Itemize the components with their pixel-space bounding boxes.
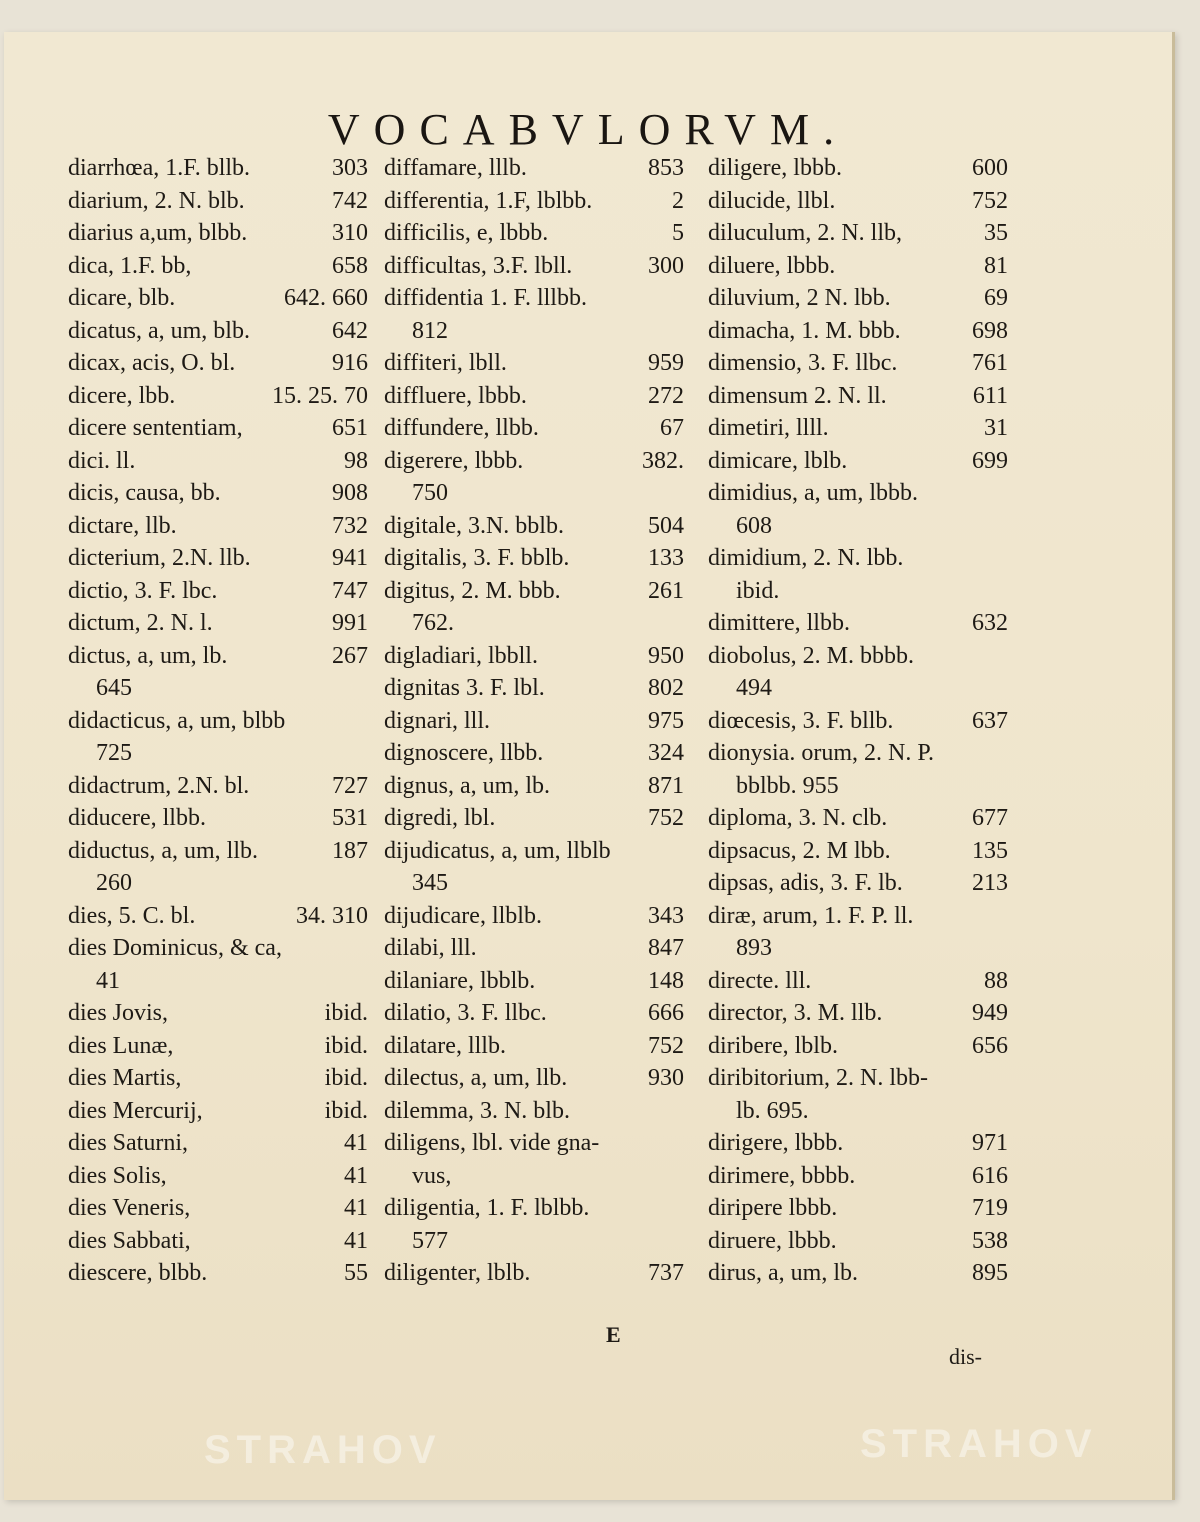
index-entry xyxy=(384,737,684,770)
index-entry xyxy=(708,867,1008,900)
index-entry xyxy=(68,575,368,608)
index-entry xyxy=(708,1257,1008,1290)
entry-page-ref: 15. 25. 70 xyxy=(272,382,368,409)
entry-term: dimidius, a, um, lbbb. xyxy=(708,480,918,506)
entry-page-ref: 632 xyxy=(972,610,1008,636)
entry-term: digitale, 3.N. bblb. xyxy=(384,512,564,539)
index-entry xyxy=(708,997,1008,1030)
index-entry xyxy=(708,672,1008,705)
entry-term: diligentia, 1. F. lblbb. xyxy=(384,1195,590,1221)
entry-term: digladiari, lbbll. xyxy=(384,642,538,669)
entry-page-ref: 747 xyxy=(332,577,368,604)
index-entry xyxy=(708,705,1008,738)
index-entry xyxy=(384,900,684,933)
entry-term: diræ, arum, 1. F. P. ll. xyxy=(708,902,914,929)
entry-page-ref: 698 xyxy=(972,317,1008,344)
entry-term: dici. ll. xyxy=(68,447,136,474)
entry-page-ref: ibid. xyxy=(324,1097,368,1124)
entry-page-ref: 98 xyxy=(344,447,368,474)
entry-term: dimittere, llbb. xyxy=(708,610,850,636)
index-entry xyxy=(708,347,1008,380)
entry-term: lb. 695. xyxy=(736,1097,809,1124)
entry-page-ref: 666 xyxy=(648,1000,684,1026)
index-entry xyxy=(384,412,684,445)
index-entry xyxy=(384,282,684,315)
entry-term: dies Jovis, xyxy=(68,1000,169,1026)
catchword: dis- xyxy=(949,1344,982,1369)
entry-term: diffiteri, lbll. xyxy=(384,350,507,376)
index-entry xyxy=(384,672,684,705)
index-entry xyxy=(68,1257,368,1290)
entry-term: diruere, lbbb. xyxy=(708,1227,837,1254)
entry-term: dicterium, 2.N. llb. xyxy=(68,545,251,571)
entry-page-ref: 41 xyxy=(344,1130,368,1156)
entry-term: dies Solis, xyxy=(68,1162,167,1189)
entry-term: dirigere, lbbb. xyxy=(708,1130,844,1156)
entry-page-ref: 732 xyxy=(332,512,368,539)
index-entry xyxy=(68,965,368,998)
index-entry xyxy=(708,1030,1008,1063)
entry-term: 345 xyxy=(412,870,448,896)
entry-term: dicere, lbb. xyxy=(68,382,176,409)
index-entry xyxy=(384,217,684,250)
index-entry xyxy=(708,965,1008,998)
book-page xyxy=(4,32,1175,1500)
entry-term: dignus, a, um, lb. xyxy=(384,772,550,799)
index-entry xyxy=(384,867,684,900)
entry-term: digitalis, 3. F. bblb. xyxy=(384,545,570,571)
entry-page-ref: 908 xyxy=(332,480,368,506)
entry-page-ref: 737 xyxy=(648,1260,684,1286)
entry-term: diffundere, llbb. xyxy=(384,415,539,441)
entry-page-ref: 261 xyxy=(648,577,684,604)
index-entry xyxy=(708,900,1008,933)
entry-term: dionysia. orum, 2. N. P. xyxy=(708,740,935,766)
entry-term: diescere, blbb. xyxy=(68,1260,208,1286)
entry-term: dies Lunæ, xyxy=(68,1032,174,1059)
index-entry xyxy=(68,1192,368,1225)
entry-term: dipsas, adis, 3. F. lb. xyxy=(708,870,903,896)
entry-term: dies Dominicus, & ca, xyxy=(68,935,282,961)
index-entry xyxy=(708,315,1008,348)
entry-term: dictio, 3. F. lbc. xyxy=(68,577,218,604)
entry-term: dicis, causa, bb. xyxy=(68,480,221,506)
index-entry xyxy=(68,640,368,673)
index-entry xyxy=(708,152,1008,185)
index-entry xyxy=(384,347,684,380)
watermark: STRAHOV xyxy=(860,1422,1098,1466)
entry-term: dictum, 2. N. l. xyxy=(68,610,213,636)
index-entry xyxy=(384,607,684,640)
entry-term: diploma, 3. N. clb. xyxy=(708,805,888,831)
entry-term: diarius a,um, blbb. xyxy=(68,220,248,246)
entry-term: dimensum 2. N. ll. xyxy=(708,382,887,409)
entry-term: diffidentia 1. F. lllbb. xyxy=(384,285,587,311)
entry-page-ref: 382. xyxy=(642,447,684,474)
entry-page-ref: 742 xyxy=(332,187,368,214)
entry-term: dies Saturni, xyxy=(68,1130,188,1156)
index-entry xyxy=(708,770,1008,803)
entry-page-ref: 959 xyxy=(648,350,684,376)
entry-term: dilectus, a, um, llb. xyxy=(384,1065,568,1091)
index-entry xyxy=(384,152,684,185)
entry-term: 41 xyxy=(96,967,120,994)
entry-page-ref: 600 xyxy=(972,155,1008,181)
entry-page-ref: 538 xyxy=(972,1227,1008,1254)
entry-term: didactrum, 2.N. bl. xyxy=(68,772,250,799)
entry-page-ref: 187 xyxy=(332,837,368,864)
entry-page-ref: 727 xyxy=(332,772,368,799)
entry-page-ref: 719 xyxy=(972,1195,1008,1221)
index-entry xyxy=(384,185,684,218)
entry-term: dirimere, bbbb. xyxy=(708,1162,856,1189)
index-entry xyxy=(708,1160,1008,1193)
index-entry xyxy=(68,250,368,283)
index-entry xyxy=(384,770,684,803)
entry-page-ref: 853 xyxy=(648,155,684,181)
index-entry xyxy=(68,737,368,770)
entry-page-ref: 41 xyxy=(344,1227,368,1254)
entry-term: dies, 5. C. bl. xyxy=(68,902,196,929)
entry-page-ref: 343 xyxy=(648,902,684,929)
entry-page-ref: 148 xyxy=(648,967,684,994)
index-entry xyxy=(384,250,684,283)
entry-term: difficultas, 3.F. lbll. xyxy=(384,252,573,279)
entry-term: dijudicatus, a, um, llblb xyxy=(384,837,611,864)
index-entry xyxy=(708,835,1008,868)
entry-term: didacticus, a, um, blbb xyxy=(68,707,286,734)
entry-term: 494 xyxy=(736,675,772,701)
entry-page-ref: 871 xyxy=(648,772,684,799)
entry-term: dimacha, 1. M. bbb. xyxy=(708,317,901,344)
entry-term: 893 xyxy=(736,935,772,961)
index-entry xyxy=(708,737,1008,770)
column-1 xyxy=(68,152,368,1290)
index-entry xyxy=(384,445,684,478)
index-entry xyxy=(384,1030,684,1063)
entry-term: dimensio, 3. F. llbc. xyxy=(708,350,898,376)
entry-term: diluculum, 2. N. llb, xyxy=(708,220,902,246)
entry-term: dijudicare, llblb. xyxy=(384,902,542,929)
index-entry xyxy=(68,932,368,965)
index-entry xyxy=(68,835,368,868)
entry-term: dignitas 3. F. lbl. xyxy=(384,675,545,701)
entry-page-ref: 651 xyxy=(332,415,368,441)
index-entry xyxy=(384,1257,684,1290)
index-entry xyxy=(384,575,684,608)
index-entry xyxy=(708,575,1008,608)
entry-term: diribitorium, 2. N. lbb- xyxy=(708,1065,928,1091)
entry-term: dies Sabbati, xyxy=(68,1227,191,1254)
entry-page-ref: 5 xyxy=(672,220,684,246)
entry-term: dilabi, lll. xyxy=(384,935,477,961)
entry-term: diobolus, 2. M. bbbb. xyxy=(708,642,915,669)
entry-term: dipsacus, 2. M lbb. xyxy=(708,837,891,864)
index-entry xyxy=(68,802,368,835)
entry-page-ref: 761 xyxy=(972,350,1008,376)
index-entry xyxy=(68,1160,368,1193)
index-entry xyxy=(68,705,368,738)
index-entry xyxy=(68,510,368,543)
index-entry xyxy=(708,250,1008,283)
index-entry xyxy=(68,607,368,640)
entry-term: diductus, a, um, llb. xyxy=(68,837,258,864)
entry-page-ref: 300 xyxy=(648,252,684,279)
entry-page-ref: 324 xyxy=(648,740,684,766)
index-entry xyxy=(384,835,684,868)
entry-term: dimicare, lblb. xyxy=(708,447,848,474)
index-entry xyxy=(384,1225,684,1258)
entry-term: 725 xyxy=(96,740,132,766)
entry-page-ref: 656 xyxy=(972,1032,1008,1059)
entry-term: bblbb. 955 xyxy=(736,772,839,799)
entry-term: dilatare, lllb. xyxy=(384,1032,506,1059)
entry-term: dies Veneris, xyxy=(68,1195,191,1221)
index-entry xyxy=(708,380,1008,413)
entry-term: 608 xyxy=(736,512,772,539)
index-entry xyxy=(68,445,368,478)
entry-page-ref: 88 xyxy=(984,967,1008,994)
entry-page-ref: 930 xyxy=(648,1065,684,1091)
index-entry xyxy=(68,412,368,445)
entry-term: diarrhœa, 1.F. bllb. xyxy=(68,155,251,181)
index-entry xyxy=(384,705,684,738)
entry-term: dimetiri, llll. xyxy=(708,415,829,441)
entry-term: diducere, llbb. xyxy=(68,805,206,831)
entry-page-ref: 303 xyxy=(332,155,368,181)
page-header: VOCABVLORVM. xyxy=(327,105,849,154)
index-entry xyxy=(708,1192,1008,1225)
entry-term: diffamare, lllb. xyxy=(384,155,527,181)
entry-term: 750 xyxy=(412,480,448,506)
entry-term: dignoscere, llbb. xyxy=(384,740,544,766)
entry-page-ref: 531 xyxy=(332,805,368,831)
index-entry xyxy=(384,1160,684,1193)
entry-page-ref: 941 xyxy=(332,545,368,571)
index-entry xyxy=(384,1062,684,1095)
entry-page-ref: 950 xyxy=(648,642,684,669)
index-entry xyxy=(68,900,368,933)
index-entry xyxy=(68,1062,368,1095)
entry-term: diligere, lbbb. xyxy=(708,155,842,181)
entry-term: 645 xyxy=(96,675,132,701)
index-entry xyxy=(68,1030,368,1063)
entry-term: digerere, lbbb. xyxy=(384,447,524,474)
index-entry xyxy=(708,510,1008,543)
entry-page-ref: 55 xyxy=(344,1260,368,1286)
entry-term: dicatus, a, um, blb. xyxy=(68,317,250,344)
entry-term: diligens, lbl. vide gna- xyxy=(384,1130,600,1156)
entry-term: diluere, lbbb. xyxy=(708,252,836,279)
entry-term: 577 xyxy=(412,1227,448,1254)
index-entry xyxy=(68,152,368,185)
entry-term: dilaniare, lbblb. xyxy=(384,967,536,994)
entry-term: dicare, blb. xyxy=(68,285,176,311)
entry-term: vus, xyxy=(412,1162,452,1189)
index-entry xyxy=(68,770,368,803)
entry-term: 762. xyxy=(412,610,454,636)
entry-page-ref: 504 xyxy=(648,512,684,539)
entry-term: dilatio, 3. F. llbc. xyxy=(384,1000,547,1026)
index-entry xyxy=(68,867,368,900)
entry-term: diribere, lblb. xyxy=(708,1032,838,1059)
entry-page-ref: 916 xyxy=(332,350,368,376)
entry-page-ref: 135 xyxy=(972,837,1008,864)
entry-page-ref: 752 xyxy=(972,187,1008,214)
index-entry xyxy=(68,542,368,575)
entry-page-ref: 658 xyxy=(332,252,368,279)
index-entry xyxy=(708,542,1008,575)
entry-page-ref: 802 xyxy=(648,675,684,701)
entry-page-ref: 310 xyxy=(332,220,368,246)
index-entry xyxy=(384,315,684,348)
index-entry xyxy=(384,965,684,998)
entry-term: dictus, a, um, lb. xyxy=(68,642,228,669)
index-entry xyxy=(68,282,368,315)
index-entry xyxy=(708,802,1008,835)
index-entry xyxy=(708,640,1008,673)
entry-term: diœcesis, 3. F. bllb. xyxy=(708,707,894,734)
entry-page-ref: 34. 310 xyxy=(296,902,368,929)
entry-page-ref: 31 xyxy=(984,415,1008,441)
entry-page-ref: 611 xyxy=(972,382,1008,409)
entry-page-ref: 35 xyxy=(984,220,1008,246)
index-entry xyxy=(708,477,1008,510)
entry-term: directe. lll. xyxy=(708,967,812,994)
entry-term: dignari, lll. xyxy=(384,707,490,734)
entry-page-ref: 213 xyxy=(972,870,1008,896)
entry-term: dies Mercurij, xyxy=(68,1097,203,1124)
entry-page-ref: 616 xyxy=(972,1162,1008,1189)
entry-page-ref: 637 xyxy=(972,707,1008,734)
index-entry xyxy=(708,282,1008,315)
entry-page-ref: ibid. xyxy=(324,1000,368,1026)
index-entry xyxy=(708,445,1008,478)
entry-term: dictare, llb. xyxy=(68,512,177,539)
index-entry xyxy=(708,412,1008,445)
entry-page-ref: 752 xyxy=(648,1032,684,1059)
entry-term: differentia, 1.F, lblbb. xyxy=(384,187,593,214)
entry-term: diffluere, lbbb. xyxy=(384,382,527,409)
index-entry xyxy=(384,1127,684,1160)
entry-term: dimidium, 2. N. lbb. xyxy=(708,545,904,571)
entry-term: diarium, 2. N. blb. xyxy=(68,187,245,214)
entry-term: dilucide, llbl. xyxy=(708,187,836,214)
index-entry xyxy=(384,997,684,1030)
index-entry xyxy=(68,217,368,250)
entry-page-ref: 41 xyxy=(344,1195,368,1221)
entry-page-ref: 752 xyxy=(648,805,684,831)
index-entry xyxy=(68,1127,368,1160)
entry-page-ref: 642 xyxy=(332,317,368,344)
entry-page-ref: 677 xyxy=(972,805,1008,831)
entry-page-ref: 895 xyxy=(972,1260,1008,1286)
index-entry xyxy=(68,477,368,510)
index-entry xyxy=(708,1095,1008,1128)
index-entry xyxy=(68,672,368,705)
index-entry xyxy=(384,477,684,510)
entry-page-ref: 975 xyxy=(648,707,684,734)
index-entry xyxy=(68,185,368,218)
index-entry xyxy=(68,1225,368,1258)
entry-term: diluvium, 2 N. lbb. xyxy=(708,285,891,311)
index-entry xyxy=(708,217,1008,250)
entry-term: 812 xyxy=(412,317,448,344)
entry-page-ref: 699 xyxy=(972,447,1008,474)
entry-term: dirus, a, um, lb. xyxy=(708,1260,858,1286)
entry-page-ref: ibid. xyxy=(324,1065,368,1091)
entry-term: dica, 1.F. bb, xyxy=(68,252,192,279)
index-entry xyxy=(708,607,1008,640)
entry-term: dilemma, 3. N. blb. xyxy=(384,1097,570,1124)
entry-term: diripere lbbb. xyxy=(708,1195,838,1221)
index-entry xyxy=(68,997,368,1030)
index-entry xyxy=(384,1095,684,1128)
index-entry xyxy=(68,347,368,380)
entry-term: digredi, lbl. xyxy=(384,805,496,831)
entry-page-ref: 41 xyxy=(344,1162,368,1189)
entry-term: dicere sententiam, xyxy=(68,415,243,441)
entry-page-ref: 272 xyxy=(648,382,684,409)
entry-term: diligenter, lblb. xyxy=(384,1260,531,1286)
column-2 xyxy=(384,152,684,1290)
index-entry xyxy=(708,1225,1008,1258)
index-entry xyxy=(68,1095,368,1128)
entry-term: dicax, acis, O. bl. xyxy=(68,350,236,376)
entry-page-ref: ibid. xyxy=(324,1032,368,1059)
entry-term: dies Martis, xyxy=(68,1065,182,1091)
entry-page-ref: 69 xyxy=(984,285,1008,311)
entry-term: ibid. xyxy=(736,577,780,604)
index-entry xyxy=(384,1192,684,1225)
index-entry xyxy=(708,1127,1008,1160)
index-entry xyxy=(384,380,684,413)
entry-term: 260 xyxy=(96,870,132,896)
index-entry xyxy=(708,932,1008,965)
watermark: STRAHOV xyxy=(204,1428,442,1472)
index-entry xyxy=(68,380,368,413)
entry-page-ref: 81 xyxy=(984,252,1008,279)
entry-page-ref: 267 xyxy=(332,642,368,669)
entry-term: director, 3. M. llb. xyxy=(708,1000,883,1026)
column-3 xyxy=(708,152,1008,1290)
entry-term: digitus, 2. M. bbb. xyxy=(384,577,561,604)
index-entry xyxy=(384,640,684,673)
entry-page-ref: 67 xyxy=(660,415,684,441)
entry-page-ref: 971 xyxy=(972,1130,1008,1156)
entry-term: difficilis, e, lbbb. xyxy=(384,220,549,246)
index-entry xyxy=(384,542,684,575)
entry-page-ref: 133 xyxy=(648,545,684,571)
entry-page-ref: 847 xyxy=(648,935,684,961)
index-entry xyxy=(384,510,684,543)
entry-page-ref: 642. 660 xyxy=(284,285,368,311)
entry-page-ref: 2 xyxy=(672,187,684,214)
index-entry xyxy=(384,802,684,835)
entry-page-ref: 991 xyxy=(332,610,368,636)
index-entry xyxy=(68,315,368,348)
index-entry xyxy=(708,185,1008,218)
index-entry xyxy=(708,1062,1008,1095)
index-entry xyxy=(384,932,684,965)
signature-mark: E xyxy=(606,1322,621,1347)
entry-page-ref: 949 xyxy=(972,1000,1008,1026)
